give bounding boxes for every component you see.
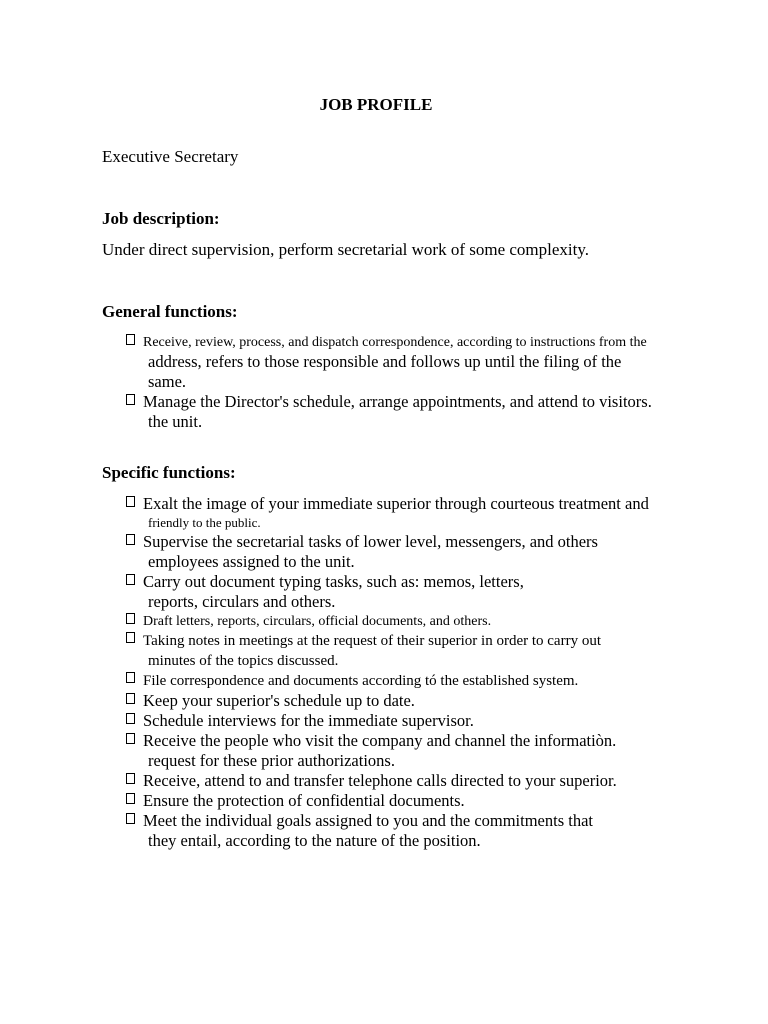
item-line: reports, circulars and others. (148, 592, 336, 611)
item-line: minutes of the topics discussed. (148, 653, 339, 669)
list-item (126, 691, 649, 711)
list-item (126, 494, 649, 532)
item-line: Manage the Director's schedule, arrange appointments, and attend to visitors. (143, 392, 652, 411)
checkbox-bullet-icon (126, 612, 135, 626)
checkbox-bullet-icon (126, 573, 135, 587)
item-line: Ensure the protection of confidential documents. (143, 791, 465, 810)
item-line: Meet the individual goals assigned to you and the commitments that (143, 811, 594, 830)
job-description-heading: Job description: (102, 209, 220, 228)
item-line: friendly to the public. (148, 515, 261, 530)
list-item (126, 771, 649, 791)
item-line: Exalt the image of your immediate superior through courteous treatment and (143, 494, 649, 513)
checkbox-bullet-icon (126, 812, 135, 826)
list-item (126, 572, 649, 612)
checkbox-bullet-icon (126, 495, 135, 509)
checkbox-bullet-icon (126, 393, 135, 407)
position-title: Executive Secretary (102, 147, 239, 166)
item-line: Schedule interviews for the immediate supervisor. (143, 711, 474, 730)
item-line: Keep your superior's schedule up to date. (143, 691, 415, 710)
list-item (126, 731, 649, 771)
checkbox-bullet-icon (126, 792, 135, 806)
job-description-text: Under direct supervision, perform secretarial work of some complexity. (102, 240, 590, 259)
checkbox-bullet-icon (126, 671, 135, 685)
general-functions-heading: General functions: (102, 302, 238, 321)
list-item (126, 532, 649, 572)
list-item (126, 631, 649, 671)
specific-functions-heading: Specific functions: (102, 463, 236, 482)
general-functions-list (126, 333, 652, 432)
item-line: request for these prior authorizations. (148, 751, 395, 770)
list-item (126, 791, 649, 811)
checkbox-bullet-icon (126, 333, 135, 347)
item-line: employees assigned to the unit. (148, 552, 355, 571)
item-line: same. (148, 372, 187, 391)
item-line: Receive, attend to and transfer telephone calls directed to your superior. (143, 771, 617, 790)
checkbox-bullet-icon (126, 692, 135, 706)
item-line: Receive the people who visit the company and channel the informatiòn. (143, 731, 617, 750)
item-line: they entail, according to the nature of the position. (148, 831, 481, 850)
list-item (126, 612, 649, 631)
checkbox-bullet-icon (126, 533, 135, 547)
checkbox-bullet-icon (126, 712, 135, 726)
item-line: File correspondence and documents according tó the established system. (143, 673, 579, 689)
checkbox-bullet-icon (126, 732, 135, 746)
list-item (126, 392, 652, 432)
item-line: the unit. (148, 412, 203, 431)
item-line: Carry out document typing tasks, such as: memos, letters, (143, 572, 524, 591)
item-line: Taking notes in meetings at the request of their superior in order to carry out (143, 633, 601, 649)
item-line: address, refers to those responsible and follows up until the filing of the (148, 352, 622, 371)
specific-functions-list (126, 494, 649, 851)
item-line: Supervise the secretarial tasks of lower level, messengers, and others (143, 532, 598, 551)
list-item (126, 333, 652, 392)
list-item (126, 711, 649, 731)
list-item (126, 811, 649, 851)
item-line: Receive, review, process, and dispatch correspondence, according to instructions from the (143, 335, 647, 350)
checkbox-bullet-icon (126, 631, 135, 645)
item-line: Draft letters, reports, circulars, official documents, and others. (143, 614, 492, 629)
list-item (126, 671, 649, 691)
checkbox-bullet-icon (126, 772, 135, 786)
document-title: JOB PROFILE (319, 95, 433, 114)
